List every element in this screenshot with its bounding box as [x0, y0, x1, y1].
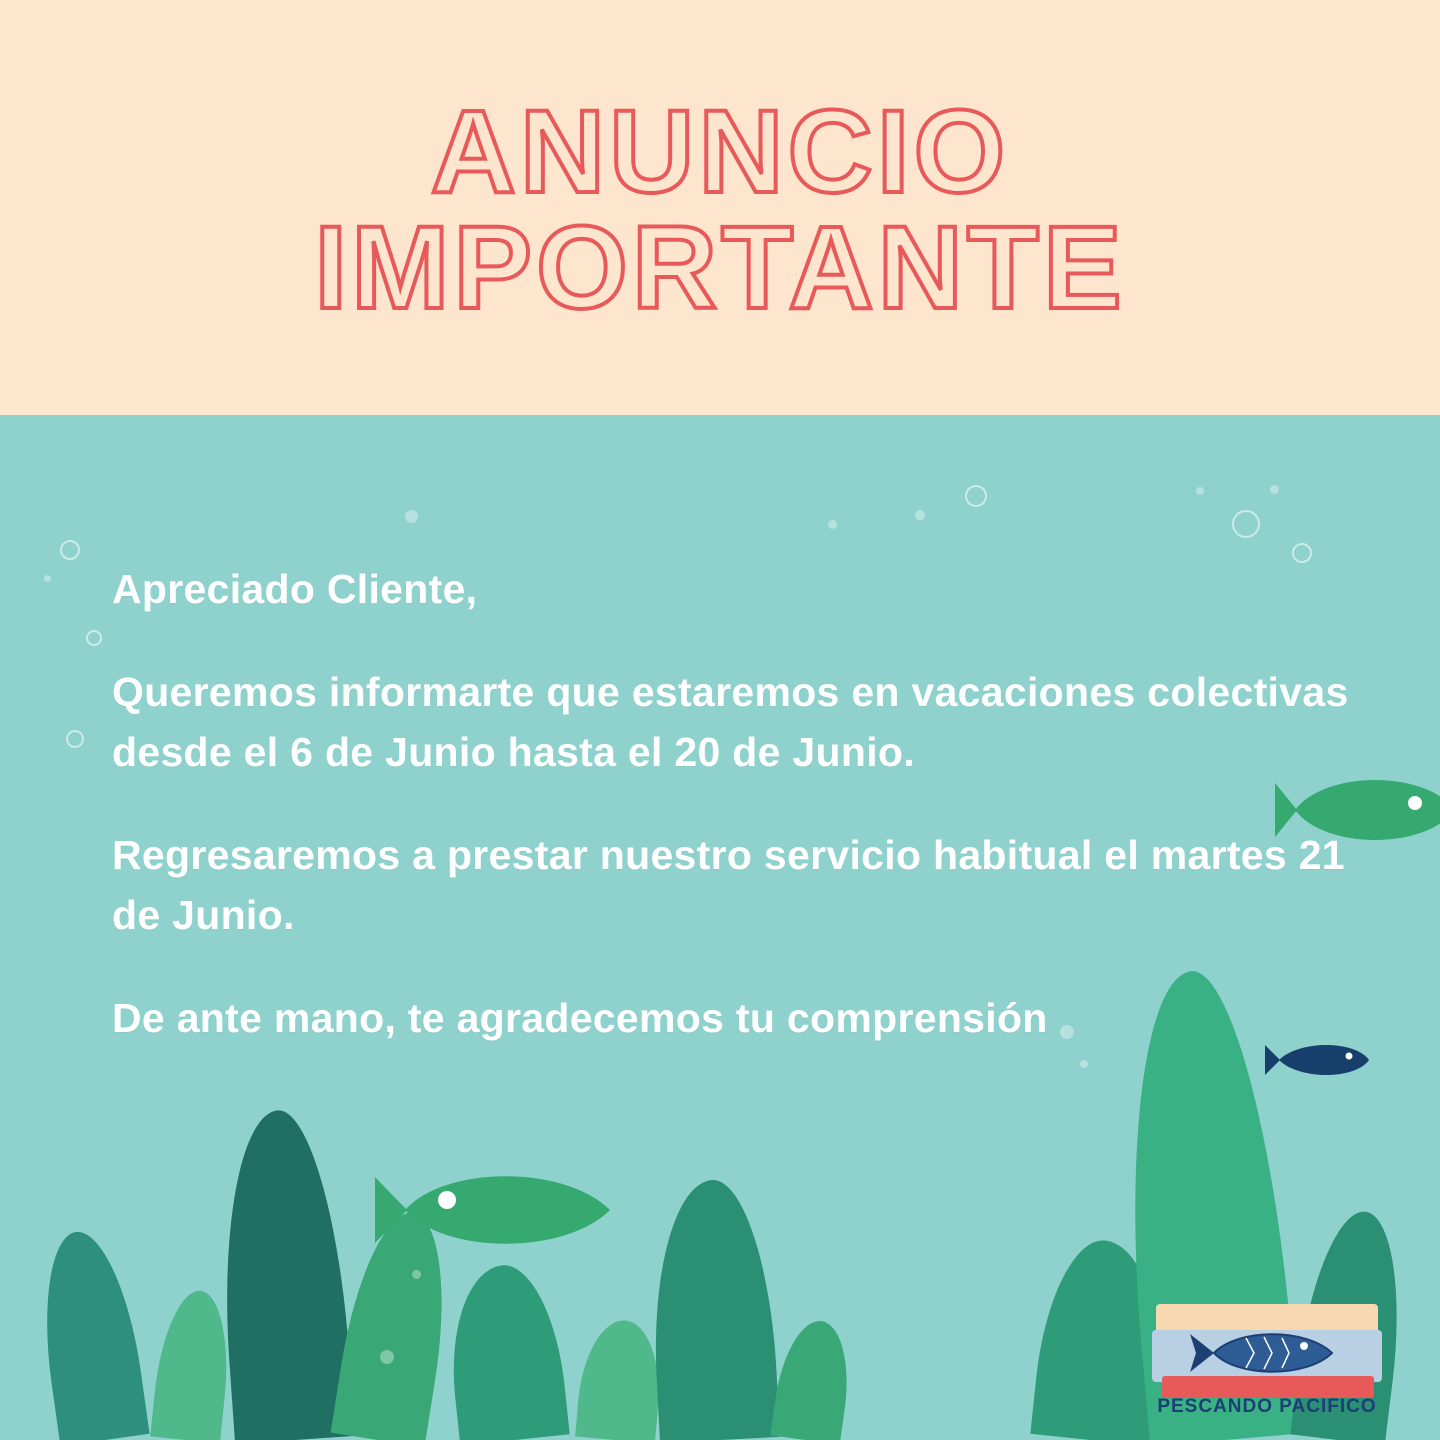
bubble-icon: [1080, 1060, 1088, 1068]
bubble-icon: [965, 485, 987, 507]
bubble-icon: [915, 510, 925, 520]
seaweed-icon: [770, 1316, 856, 1440]
bubble-icon: [86, 630, 102, 646]
vacation-dates-text: Queremos informarte que estaremos en vacaciones colectivas desde el 6 de Junio hasta el 20 de Junio.: [112, 669, 1349, 775]
seaweed-icon: [575, 1317, 665, 1440]
bubble-icon: [412, 1270, 421, 1279]
seaweed-icon: [442, 1260, 570, 1440]
fish-icon: [375, 1155, 625, 1265]
seaweed-icon: [212, 1107, 355, 1440]
bubble-icon: [1232, 510, 1260, 538]
bubble-icon: [66, 730, 84, 748]
logo-badge: [1152, 1300, 1382, 1418]
greeting-text: Apreciado Cliente,: [112, 566, 478, 612]
thanks-text: De ante mano, te agradecemos tu comprensión: [112, 995, 1048, 1042]
bubble-icon: [1270, 485, 1279, 494]
seaweed-icon: [646, 1177, 779, 1440]
announcement-body: [112, 560, 1372, 1049]
bubble-icon: [44, 575, 51, 582]
seaweed-icon: [31, 1226, 149, 1440]
bubble-icon: [828, 520, 837, 529]
headline-line-1: ANUNCIO: [430, 86, 1010, 218]
headline-line-2: IMPORTANTE: [314, 201, 1126, 334]
seaweed-icon: [150, 1287, 235, 1440]
page-title: [0, 86, 1440, 334]
bubble-icon: [380, 1350, 394, 1364]
logo-brand-text: PESCANDO PACIFICO: [1157, 1396, 1377, 1417]
brand-logo: [1152, 1300, 1382, 1418]
bubble-icon: [405, 510, 418, 523]
return-date-text: Regresaremos a prestar nuestro servicio habitual el martes 21 de Junio.: [112, 832, 1345, 938]
logo-fish-icon: [1186, 1322, 1346, 1384]
bubble-icon: [1196, 487, 1204, 495]
bubble-icon: [60, 540, 80, 560]
header-band: [0, 0, 1440, 415]
